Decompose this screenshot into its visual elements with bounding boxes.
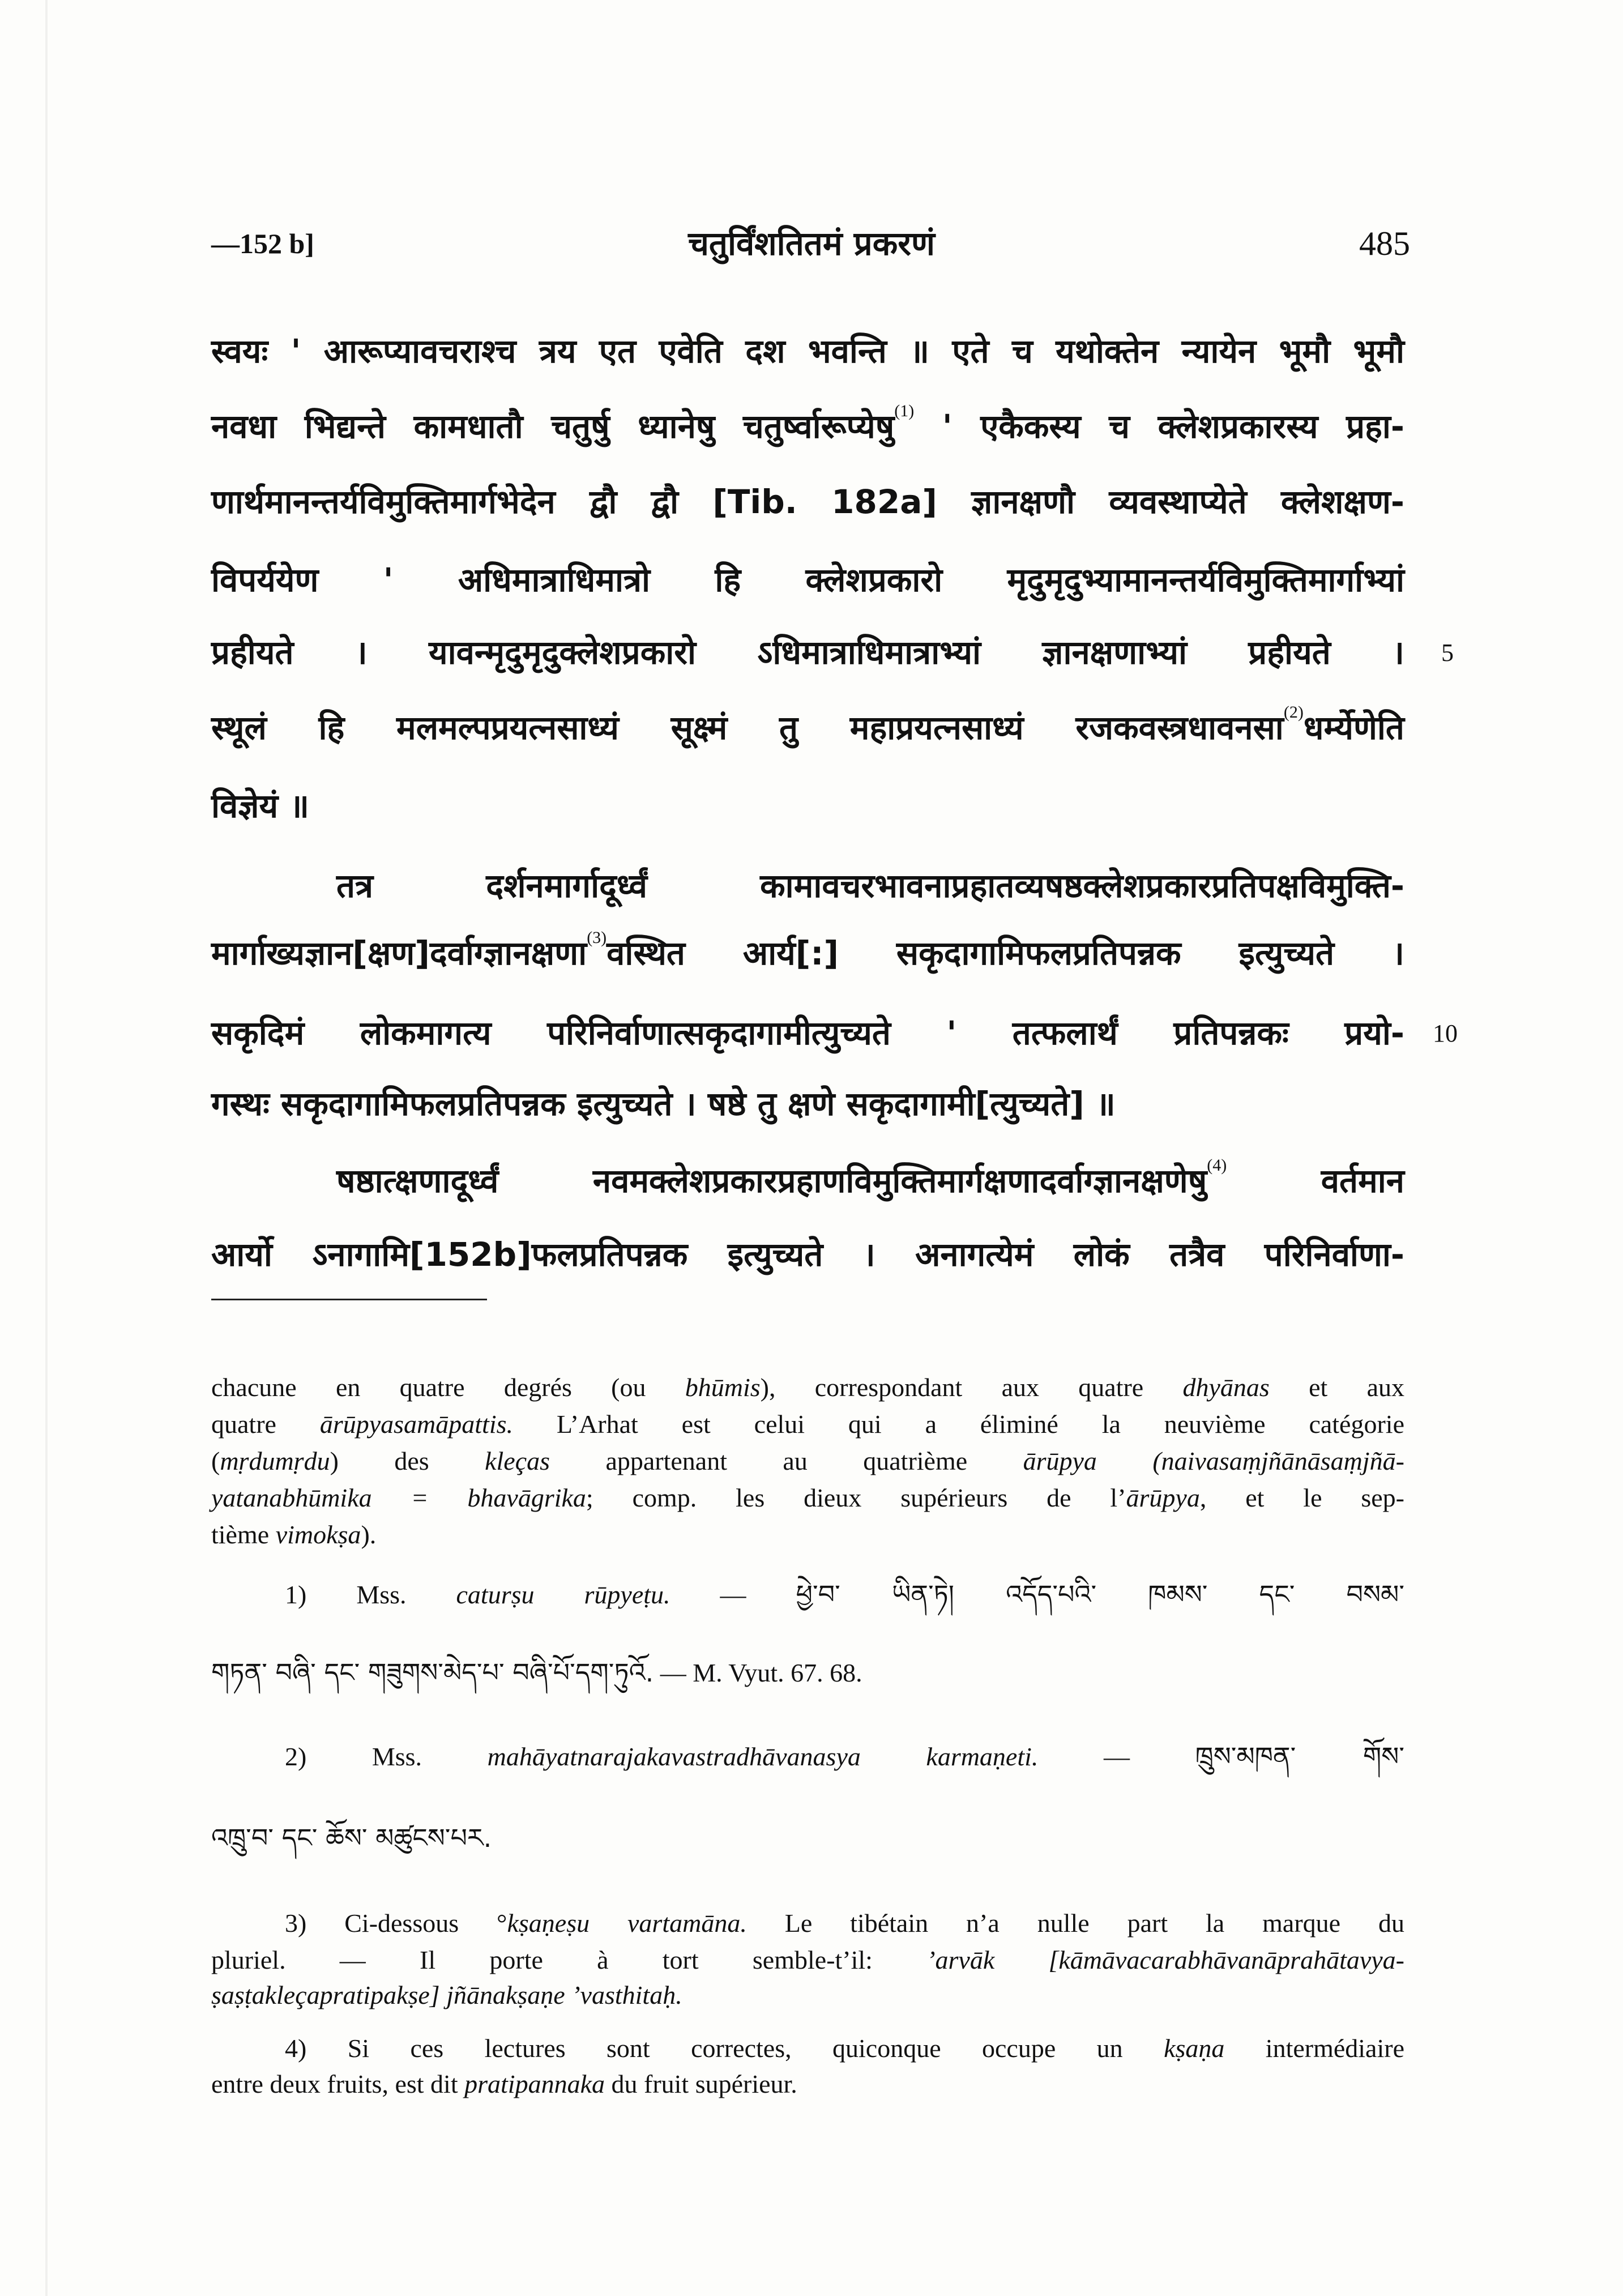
text-segment: 1) Mss. xyxy=(285,1580,456,1609)
text-segment: pratipannaka xyxy=(464,2069,605,2098)
footnote-ref: (3) xyxy=(587,928,607,947)
footnote-line xyxy=(211,1407,1404,1442)
text-segment: ), correspondant aux quatre xyxy=(760,1373,1183,1402)
text-segment: ; comp. les dieux supérieurs de l’ xyxy=(586,1483,1126,1512)
text-segment: quatre xyxy=(211,1410,320,1439)
text-segment: स्थूलं हि मलमल्पप्रयत्नसाध्यं सूक्ष्मं तु महाप्रयत्नसाध्यं रजकवस्त्रधावनसा xyxy=(211,709,1284,747)
text-segment: ( xyxy=(211,1446,220,1475)
running-head-title: चतुर्विंशतितमं प्रकरणं xyxy=(688,224,935,263)
text-segment: tième xyxy=(211,1520,276,1549)
tibetan-text: འཁྲུ་བ་ དང་ ཆོས་ མཚུངས་པར. xyxy=(211,1823,492,1853)
footnote-line xyxy=(285,2031,1404,2066)
text-segment: Le tibétain n’a nulle part la marque du xyxy=(746,1909,1404,1937)
text-segment: et aux xyxy=(1269,1373,1405,1402)
text-line xyxy=(211,1073,1404,1135)
footnote-line xyxy=(211,1480,1404,1516)
text-line xyxy=(211,621,1404,684)
text-line xyxy=(336,855,1404,917)
text-segment: entre deux fruits, est dit xyxy=(211,2069,465,2098)
text-segment: ārūpya xyxy=(1126,1483,1200,1512)
footnote-line xyxy=(285,1577,1404,1612)
line-number: 5 xyxy=(1441,639,1454,667)
footnote-line xyxy=(211,1517,1404,1552)
footnote-line xyxy=(211,1820,1404,1855)
footnote-line xyxy=(211,1655,1404,1690)
text-segment: kleças xyxy=(485,1446,550,1475)
text-segment: सकृदिमं लोकमागत्य परिनिर्वाणात्सकृदागामीत्युच्यते ' तत्फलार्थं प्रतिपन्नकः प्रयो- xyxy=(211,1014,1404,1052)
text-segment: mṛdumṛdu xyxy=(220,1446,330,1475)
text-line xyxy=(211,1223,1404,1286)
tibetan-text: ཁྲུས་མཁན་ གོས་ xyxy=(1195,1741,1404,1772)
text-line xyxy=(211,697,1404,759)
footnote-line xyxy=(211,1444,1404,1479)
text-segment: mahāyatnarajakavastradhāvanasya karmaṇeti. xyxy=(487,1742,1039,1771)
text-line xyxy=(211,922,1404,984)
footnote-ref: (2) xyxy=(1283,703,1304,722)
text-segment: 4) Si ces lectures sont correctes, quiconque occupe un xyxy=(285,2034,1164,2063)
text-line xyxy=(211,395,1404,458)
text-segment: caturṣu rūpyeṭu. xyxy=(456,1580,670,1609)
running-head-folio-ref: —152 b] xyxy=(211,228,314,259)
text-segment: मार्गाख्यज्ञान[क्षण]दर्वाग्ज्ञानक्षणा xyxy=(211,934,587,972)
text-segment: नवधा भिद्यन्ते कामधातौ चतुर्षु ध्यानेषु चतुर्ष्वारूप्येषु xyxy=(211,407,895,446)
footnote-line xyxy=(285,1906,1404,1941)
text-segment: ' एकैकस्य च क्लेशप्रकारस्य प्रहा- xyxy=(914,407,1404,446)
footnote-divider xyxy=(211,1299,487,1300)
text-segment: du fruit supérieur. xyxy=(605,2069,797,2098)
text-segment: ) des xyxy=(330,1446,485,1475)
footnote-line xyxy=(211,1978,1404,2013)
text-segment: L’Arhat est celui qui a éliminé la neuvième catégorie xyxy=(513,1410,1404,1439)
text-line xyxy=(336,1150,1404,1212)
text-segment: — xyxy=(670,1580,796,1609)
text-segment: प्रहीयते । यावन्मृदुमृदुक्लेशप्रकारो ऽधिमात्राधिमात्राभ्यां ज्ञानक्षणाभ्यां प्रहीयते । xyxy=(211,633,1404,672)
text-segment: yatanabhūmika = bhavāgrika xyxy=(211,1483,586,1512)
footnote-ref: (4) xyxy=(1207,1156,1227,1175)
text-segment: appartenant au quatrième xyxy=(550,1446,1023,1475)
text-segment: 3) Ci-dessous ° xyxy=(285,1909,507,1937)
text-segment: आर्यो ऽनागामि[152b]फलप्रतिपन्नक इत्युच्यते । अनागत्येमं लोकं तत्रैव परिनिर्वाणा- xyxy=(211,1235,1404,1274)
footnote-line xyxy=(285,1739,1404,1774)
text-segment: धर्म्येणेति xyxy=(1303,709,1404,747)
footnote-line xyxy=(211,2067,1404,2102)
text-segment: chacune en quatre degrés (ou xyxy=(211,1373,685,1402)
text-segment: , et le sep- xyxy=(1199,1483,1404,1512)
text-segment: विज्ञेयं ॥ xyxy=(211,787,310,825)
text-line xyxy=(211,775,1404,837)
text-segment: kṣaṇa xyxy=(1164,2034,1225,2063)
text-segment: bhūmis xyxy=(685,1373,761,1402)
scan-margin-shadow xyxy=(45,0,48,2296)
footnote-ref: (1) xyxy=(894,402,915,420)
text-line xyxy=(211,549,1404,611)
text-line xyxy=(211,471,1404,533)
tibetan-text: ཕྱེ་བ་ ཡིན་ཏེ། འདོད་པའི་ ཁམས་ དང་ བསམ་ xyxy=(796,1579,1405,1610)
tibetan-text: གཏན་ བཞི་ དང་ གཟུགས་མེད་པ་ བཞི་པོ་དག་ཏུའོ. xyxy=(211,1657,654,1688)
footnote-line xyxy=(211,1943,1404,1978)
text-segment: vimokṣa xyxy=(275,1520,361,1549)
text-segment: णार्थमानन्तर्यविमुक्तिमार्गभेदेन द्वौ द्वौ [Tib. 182a] ज्ञानक्षणौ व्यवस्थाप्येते क्लेशक्षण- xyxy=(211,483,1404,521)
text-line xyxy=(211,1002,1404,1064)
text-segment: स्वयः ' आरूप्यावचराश्च त्रय एत एवेति दश भवन्ति ॥ एते च यथोक्तेन न्यायेन भूमौ भूमौ xyxy=(211,332,1404,370)
text-segment: ārūpya (naivasaṃjñānāsaṃjñā- xyxy=(1023,1446,1404,1475)
text-segment: वर्तमान xyxy=(1227,1162,1404,1200)
text-segment: तत्र दर्शनमार्गादूर्ध्वं कामावचरभावनाप्रहातव्यषष्ठक्लेशप्रकारप्रतिपक्षविमुक्ति- xyxy=(336,867,1404,905)
footnote-line xyxy=(211,1370,1404,1405)
page-number: 485 xyxy=(1359,225,1410,262)
text-segment: वस्थित आर्य[:] सकृदागामिफलप्रतिपन्नक इत्युच्यते । xyxy=(607,934,1404,972)
text-segment: pluriel. — Il porte à tort semble-t’il: xyxy=(211,1945,927,1974)
text-segment: विपर्ययेण ' अधिमात्राधिमात्रो हि क्लेशप्रकारो मृदुमृदुभ्यामानन्तर्यविमुक्तिमार्गाभ्यां xyxy=(211,561,1404,599)
text-segment: dhyānas xyxy=(1182,1373,1270,1402)
text-segment: गस्थः सकृदागामिफलप्रतिपन्नक इत्युच्यते । षष्ठे तु क्षणे सकृदागामी[त्युच्यते] ॥ xyxy=(211,1085,1116,1123)
text-segment: ārūpyasamāpattis. xyxy=(319,1410,513,1439)
text-segment: — xyxy=(1038,1742,1195,1771)
text-segment: kṣaṇeṣu vartamāna. xyxy=(507,1909,747,1937)
text-segment: ). xyxy=(361,1520,377,1549)
text-segment: ṣaṣṭakleçapratipakṣe] jñānakṣaṇe ’vasthitaḥ. xyxy=(211,1981,682,2009)
text-segment: 2) Mss. xyxy=(285,1742,488,1771)
text-line xyxy=(211,320,1404,382)
text-segment: — M. Vyut. 67. 68. xyxy=(654,1658,862,1687)
text-segment: intermédiaire xyxy=(1224,2034,1404,2063)
line-number: 10 xyxy=(1433,1019,1458,1047)
text-segment: ’arvāk [kāmāvacarabhāvanāprahātavya- xyxy=(926,1945,1404,1974)
text-segment: षष्ठात्क्षणादूर्ध्वं नवमक्लेशप्रकारप्रहाणविमुक्तिमार्गक्षणादर्वाग्ज्ञानक्षणेषु xyxy=(336,1162,1207,1200)
